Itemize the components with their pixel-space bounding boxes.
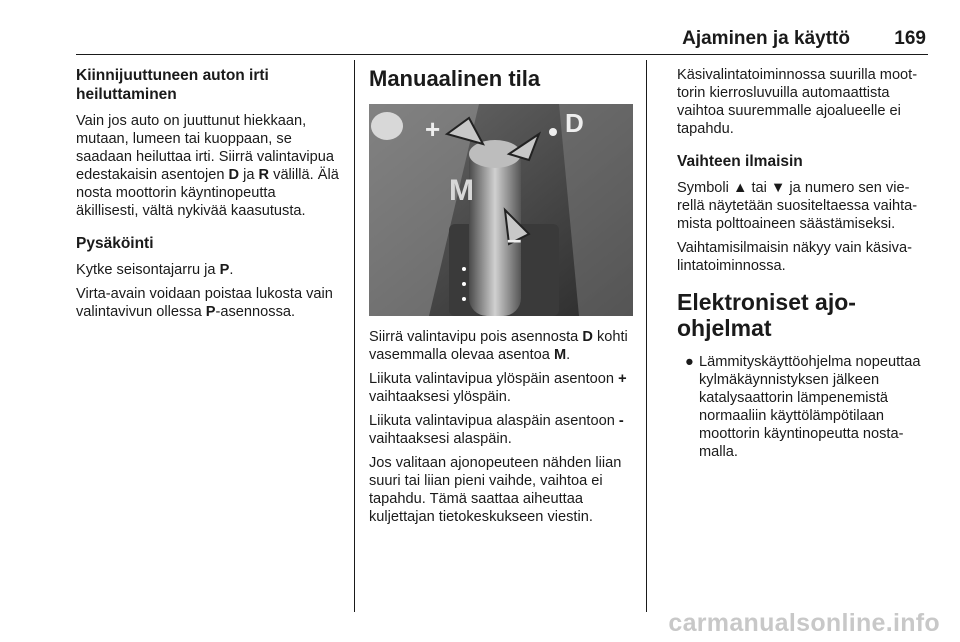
column-divider <box>646 60 647 612</box>
bullet-text: Lämmityskäyttöohjelma nopeuttaa kylmäkäynnistyksen jälkeen katalysaattorin lämpenemistä normaaliin käyttölämpötilaan moottorin käyntinopeutta nostamalla. <box>699 354 921 460</box>
section-title: Ajaminen ja käyttö <box>682 28 850 49</box>
page-number: 169 <box>894 28 926 49</box>
bullet-icon: ● <box>685 354 694 370</box>
paragraph-downshift: Liikuta valintavipua alaspäin asentoon - vaihtaaksesi alaspäin. <box>369 413 624 447</box>
heading-gear-indicator: Vaihteen ilmaisin <box>677 153 803 170</box>
page-header <box>76 26 928 55</box>
paragraph-gear-warning: Jos valitaan ajonopeuteen nähden liian suuri tai liian pieni vaihde, vaihtoa ei tapahdu. Tämä saattaa aiheuttaa kuljettajan tietokeskukseen viestin. <box>369 455 622 525</box>
list-item <box>677 353 932 461</box>
watermark: carmanualsonline.info <box>668 609 940 637</box>
paragraph-high-revs: Käsivalintatoiminnossa suurilla moottorin kierrosluvuilla automaattista vaihtoa suuremmalle ajoalueelle ei tapahdu. <box>677 67 918 137</box>
gear-selector-illustration <box>369 104 633 316</box>
paragraph-move-lever: Siirrä valintavipu pois asennosta D kohti vasemmalla olevaa asentoa M. <box>369 329 628 363</box>
paragraph-symbol: Symboli ▲ tai ▼ ja numero sen vierellä näytetään suositeltaessa vaihtamista polttoaineen säästämiseksi. <box>677 180 918 232</box>
column-divider <box>354 60 355 612</box>
heading-parking: Pysäköinti <box>76 235 154 252</box>
column-right <box>677 66 932 461</box>
column-left <box>76 66 342 327</box>
paragraph-rocking: Vain jos auto on juuttunut hiekkaan, mutaan, lumeen tai kuoppaan, se saadaan heiluttaa irti. Siirrä valintavipua edestakaisin asentojen D ja R välillä. Älä nosta moottorin käyntinopeutta äkillisesti, vältä nykivää kaasutusta. <box>76 113 339 219</box>
paragraph-parking: Kytke seisontajarru ja P. <box>76 262 234 278</box>
d-label: D <box>565 108 584 138</box>
paragraph-key: Virta-avain voidaan poistaa lukosta vain valintavivun ollessa P-asennossa. <box>76 286 333 320</box>
m-label: M <box>449 174 474 207</box>
gear-selector-photo <box>369 104 633 316</box>
paragraph-upshift: Liikuta valintavipua ylöspäin asentoon + vaihtaaksesi ylöspäin. <box>369 371 627 405</box>
plus-label: + <box>425 114 441 144</box>
paragraph-indicator-visibility: Vaihtamisilmaisin näkyy vain käsivalintatoiminnossa. <box>677 240 912 274</box>
heading-rocking-free: Kiinnijuuttuneen auton irti heiluttaminen <box>76 67 269 103</box>
column-middle <box>369 66 633 532</box>
minus-label: – <box>507 224 522 254</box>
heading-manual-mode: Manuaalinen tila <box>369 66 541 91</box>
heading-electronic-programs: Elektroniset ajo-ohjelmat <box>677 289 856 341</box>
